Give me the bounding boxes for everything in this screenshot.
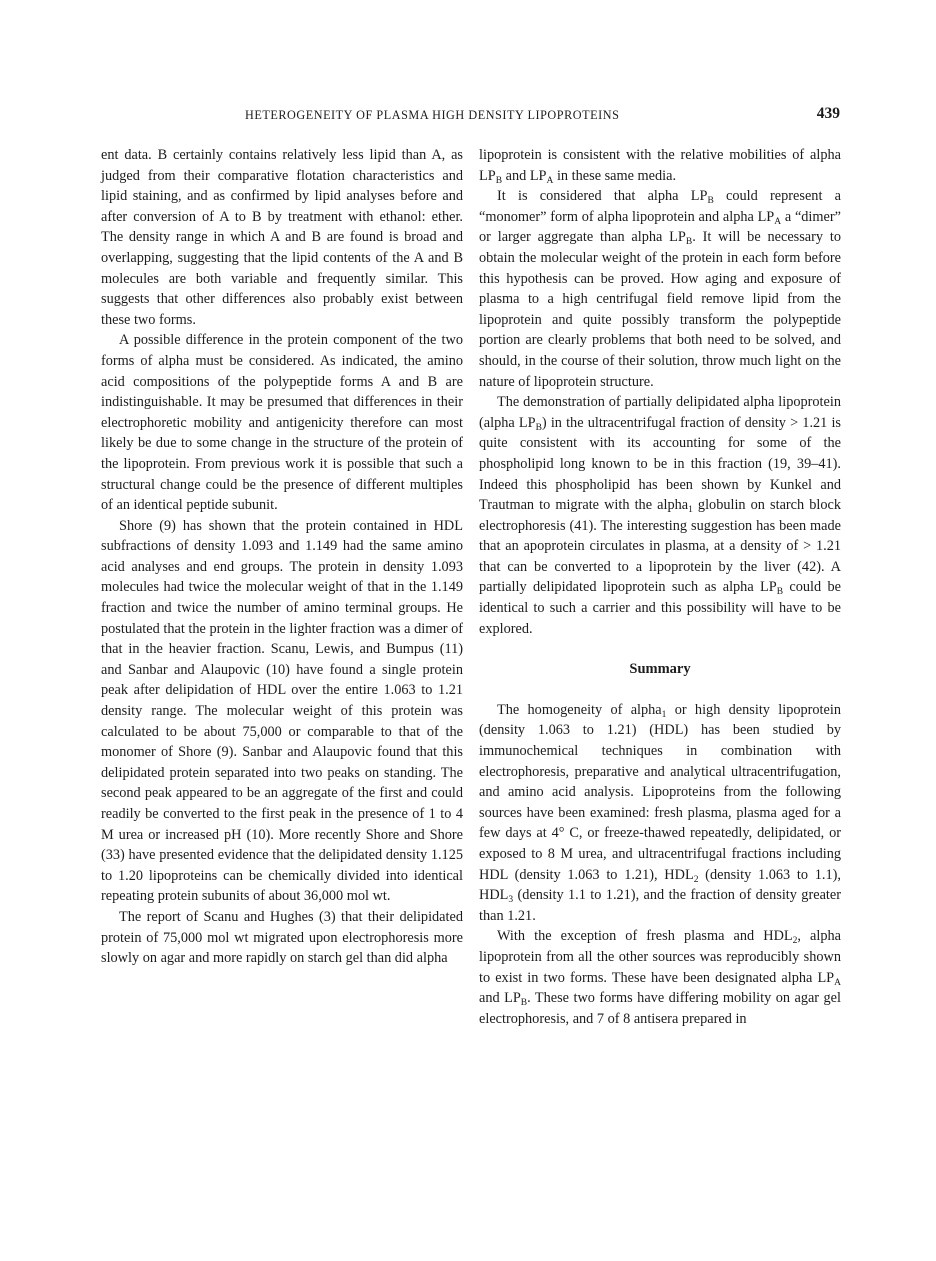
paragraph: It is considered that alpha $LP_B$ could represent a “monomer” form of alpha lipoprotein and alpha $LP_A$ a “dimer” or larger aggregate than alpha $LP_B$. It will be necessary to obtain the molecular weight of the protein in each form before this hypothesis can be proved. How aging and exposure of plasma to a high centrifugal field remove lipid from the lipoprotein and quite possibly transform the polypeptide portion are clearly problems that both need to be solved, and should, in the course of their solution, throw much light on the nature of lipoprotein structure. xyxy=(479,188,841,390)
page-number: 439 xyxy=(816,105,840,122)
paragraph: ent data. B certainly contains relatively less lipid than A, as judged from their comparative flotation characteristics and lipid staining, and as confirmed by lipid analyses before and after conversion of A to B by treatment with ethanol: ether. The density range in which A and B are found is broad and overlapping, suggesting that the lipid contents of the A and B molecules are both variable and frequently similar. This suggests that other differences also probably exist between these two forms. xyxy=(101,147,463,328)
page-header xyxy=(100,105,840,128)
paragraph: Shore (9) has shown that the protein contained in HDL subfractions of density 1.093 and 1.149 had the same amino acid analyses and end groups. The protein in density 1.093 molecules had twice the molecular weight of that in the 1.149 fraction and twice the number of amino terminal groups. He postulated that the protein in the lighter fraction was a dimer of that in the heavier fraction. Scanu, Lewis, and Bumpus (11) and Sanbar and Alaupovic (10) have found a single protein peak after delipidation of HDL over the entire 1.063 to 1.21 density range. The molecular weight of this protein was calculated to be about 75,000 or comparable to that of the monomer of Shore (9). Sanbar and Alaupovic found that this delipidated protein separated into two peaks on standing. The second peak appeared to be an aggregate of the first and could readily be converted to the first peak in the presence of 1 to 4 M urea or increased pH (10). More recently Shore and Shore (33) have presented evidence that the delipidated density 1.125 to 1.20 lipoproteins can be chemically divided into identical repeating protein subunits of about 36,000 mol wt. xyxy=(101,517,463,905)
paragraph: The report of Scanu and Hughes (3) that their delipidated protein of 75,000 mol wt migrated upon electrophoresis more slowly on agar and more rapidly on starch gel than did alpha xyxy=(101,908,463,967)
paragraph: lipoprotein is consistent with the relative mobilities of alpha $LP_B$ and $LP_A$ in these same media. xyxy=(479,147,841,186)
paragraph: The homogeneity of alpha$_1$ or high density lipoprotein (density 1.063 to 1.21) (HDL) has been studied by immunochemical techniques in combination with electrophoresis, preparative and analytical ultracentrifugation, and amino acid analysis. Lipoproteins from the following sources have been examined: fresh plasma, plasma aged for a few days at 4° C, or freeze-thawed repeatedly, delipidated, or exposed to 8 M urea, and ultracentrifugal fractions including HDL (density 1.063 to 1.21), $HDL_2$ (density 1.063 to 1.1), $HDL_3$ (density 1.1 to 1.21), and the fraction of density greater than 1.21. xyxy=(479,701,841,924)
paragraph: A possible difference in the protein component of the two forms of alpha must be considered. As indicated, the amino acid compositions of the polypeptide forms A and B are indistinguishable. It may be presumed that differences in their electrophoretic mobility and antigenicity therefore can most likely be due to some change in the structure of the protein of the lipoprotein. From previous work it is possible that such a structural change could be the presence of different multiples of an identical peptide subunit. xyxy=(101,332,463,514)
summary-heading: Summary xyxy=(629,661,691,678)
right-column xyxy=(479,145,841,1029)
left-column xyxy=(101,145,463,969)
running-title: HETEROGENEITY OF PLASMA HIGH DENSITY LIPOPROTEINS xyxy=(245,108,620,122)
paragraph: With the exception of fresh plasma and $HDL_2$, alpha lipoprotein from all the other sources was reproducibly shown to exist in two forms. These have been designated alpha $LP_A$ and $LP_B$. These two forms have differing mobility on agar gel electrophoresis, and 7 of 8 antisera prepared in xyxy=(479,928,842,1027)
paragraph: The demonstration of partially delipidated alpha lipoprotein (alpha $LP_B$) in the ultracentrifugal fraction of density > 1.21 is quite consistent with its accounting for some of the phospholipid long known to be in this fraction (19, 39–41). Indeed this phospholipid has been shown by Kunkel and Trautman to migrate with the alpha$_1$ globulin on starch block electrophoresis (41). The interesting suggestion has been made that an apoprotein circulates in plasma, at a density of > 1.21 that can be converted to a lipoprotein by the liver (42). A partially delipidated lipoprotein such as alpha $LP_B$ could be identical to such a carrier and this possibility will have to be explored. xyxy=(479,394,842,637)
